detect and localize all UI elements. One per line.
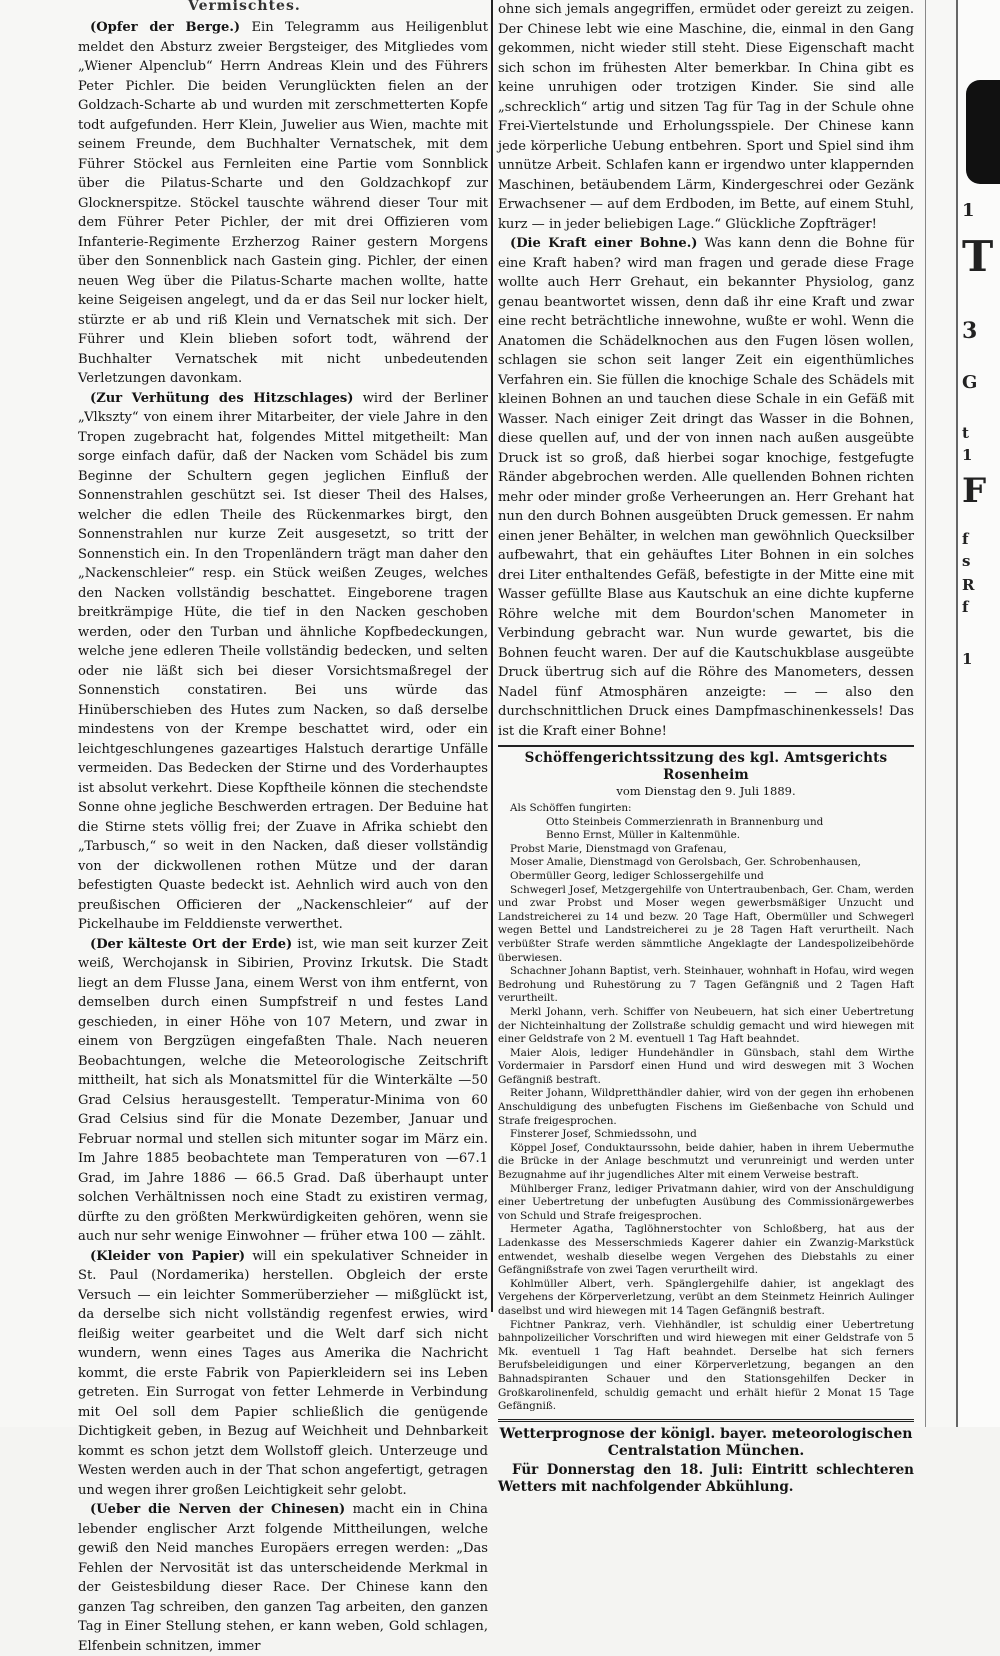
edge-glyph: 1: [962, 650, 973, 668]
edge-glyph: f: [962, 530, 969, 548]
edge-glyph: f: [962, 598, 969, 616]
article-text: Ein Telegramm aus Heiligenblut meldet den Absturz zweier Bergsteiger, des Mitgliedes vom „Wiener Alpenclub“ Herrn Andreas Klein und des Führers Peter Pichler. Die beiden Verunglückten fielen an der Goldzach-Scharte ab und wurden mit zerschmetterten Kopfe todt aufgefunden. Herr Klein, Juwelier aus Wien, machte mit seinem Freunde, dem Buchhalter Vernatschek, mit dem Führer Stöckel aus Fernleiten eine Partie vom Sonnblick über die Pilatus-Scharte und den Goldzachkopf zur Glocknerspitze. Stöckel tauschte während dieser Tour mit dem Führer Peter Pichler, der mit drei Offizieren vom Infanterie-Regimente Erzherzog Rainer gestern Morgens über den Sonnenblick nach Gastein ging. Pichler, der einen neuen Weg über die Pilatus-Scharte machen wollte, hatte keine Seigeisen angelegt, und da er das Seil nur locker hielt, stürzte er ab und riß Klein und Vernatschek mit sich. Der Führer und Klein blieben sofort todt, während der Buchhalter Vernatschek mit nicht unbedeutenden Verletzungen davonkam.: [78, 20, 488, 386]
court-intro: Als Schöffen fungirten:: [510, 802, 632, 814]
edge-glyph: T: [962, 232, 994, 281]
article-opfer-der-berge: [78, 18, 488, 389]
article-keyword: (Ueber die Nerven der Chinesen): [90, 1502, 346, 1517]
court-entry: Schachner Johann Baptist, verh. Steinhauer, wohnhaft in Hofau, wird wegen Bedrohung und Ruhestörung zu 7 Tagen Gefängniß und 2 Tagen Haft verurtheilt.: [498, 965, 914, 1005]
court-session-title: Schöffengerichtssitzung des kgl. Amtsgerichts Rosenheim: [524, 750, 888, 783]
article-keyword: (Opfer der Berge.): [90, 20, 241, 35]
edge-glyph: s: [962, 552, 971, 570]
adjacent-page-fragment: [958, 0, 1000, 1427]
article-continuation: ohne sich jemals angegriffen, ermüdet oder gereizt zu zeigen. Der Chinese lebt wie eine Maschine, die, einmal in den Gang gekommen, nicht wieder still steht. Diese Eigenschaft macht sich schon im frühesten Alter bemerkbar. In China gibt es keine unruhigen oder trotzigen Kinder. Sie sind alle „schrecklich“ artig und sitzen Tag für Tag in der Schule ohne Frei-Viertelstunde und Erholungsspiele. Der Chinese kann jede körperliche Uebung entbehren. Sport und Spiel sind ihm unnütze Arbeit. Schlafen kann er irgendwo unter klappernden Maschinen, betäubendem Lärm, Kindergeschrei oder Gezänk Erwachsener — auf dem Erdboden, im Bette, auf einem Stuhl, kurz — in jeder beliebigen Lage.“ Glückliche Zopfträger!: [498, 2, 914, 232]
court-entry: Moser Amalie, Dienstmagd von Gerolsbach, Ger. Schrobenhausen,: [510, 856, 861, 869]
article-text: ist, wie man seit kurzer Zeit weiß, Werchojansk in Sibirien, Provinz Irkutsk. Die Stadt liegt an dem Flusse Jana, einem Werst von ihm entfernt, von demselben durch einen Sumpfstreif n und festes Land geschieden, in einer Höhe von 107 Metern, und zwar in einem von Bergzügen eingefaßten Thale. Nach neueren Beobachtungen, welche die Meteorologische Zeitschrift mittheilt, hat sich als Monatsmittel für die Winterkälte —50 Grad Celsius herausgestellt. Temperatur-Minima von 60 Grad Celsius sind für die Monate Dezember, Januar und Februar normal und stellen sich mitunter sogar im März ein. Im Jahre 1885 beobachtete man Temperaturen von —67.1 Grad, im Jahre 1886 — 66.5 Grad. Daß überhaupt unter solchen Verhältnissen noch eine Stadt zu existiren vermag, dürfte zu den größten Merkwürdigkeiten gehören, wenn sie auch nur sehr wenige Einwohner — früher etwa 100 — zählt.: [78, 936, 488, 1244]
article-kraft-bohne: [498, 234, 914, 741]
court-entry: Merkl Johann, verh. Schiffer von Neubeuern, hat sich einer Uebertretung der Nichteinhaltung der Zollstraße schuldig gemacht und wird hiewegen mit einer Geldstrafe von 2 M. eventuell 1 Tag Haft beahndet.: [498, 1005, 914, 1046]
weather-forecast-title: Wetterprognose der königl. bayer. meteorologischen Centralstation München.: [499, 1425, 913, 1459]
article-text: will ein spekulativer Schneider in St. Paul (Nordamerika) herstellen. Obgleich der erste Versuch — ein leichter Sommerüberzieher — mißglückt ist, da derselbe sich nicht vollständig regenfest erwies, wird fleißig weiter gearbeitet und die Welt darf sich nicht wundern, wenn eines Tages aus Amerika die Nachricht kommt, die erste Fabrik von Papierkleidern sei ins Leben getreten. Ein Surrogat von fetter Lehmerde in Verbindung mit Oel soll dem Papier schließlich die genügende Dichtigkeit geben, in Bezug auf Weichheit und Dehnbarkeit kommt es schon jetzt dem Wollstoff gleich. Unterzeuge und Westen werden auch in der That schon angefertigt, getragen und wegen ihrer großen Leichtigkeit sehr gelobt.: [78, 1248, 489, 1498]
ink-blot-graphic: [966, 80, 1000, 184]
edge-glyph: F: [962, 471, 987, 511]
article-kleider-papier: [78, 1247, 488, 1501]
article-hitzschlag: [78, 389, 488, 935]
court-entry: Kohlmüller Albert, verh. Spänglergehilfe dahier, ist angeklagt des Vergehens der Körperverletzung, verübt an dem Steinmetz Heinrich Aulinger daselbst und wird hiewegen mit 14 Tagen Gefängniß bestraft.: [498, 1277, 914, 1317]
court-entry: Mühlberger Franz, lediger Privatmann dahier, wird von der Anschuldigung einer Uebertretung der unbefugten Ausübung des Commissionärgewerbes von Schuld und Strafe freigesprochen.: [498, 1182, 914, 1222]
article-keyword: (Der kälteste Ort der Erde): [90, 936, 293, 952]
section-rule: [498, 745, 914, 747]
court-session-body: [498, 802, 914, 1414]
article-keyword: (Kleider von Papier): [90, 1248, 246, 1264]
court-entry: Finsterer Josef, Schmiedssohn, und: [510, 1128, 697, 1141]
section-rule: [498, 1419, 914, 1422]
article-text: macht ein in China lebender englischer Arzt folgende Mittheilungen, welche gewiß den Neid manches Europäers erregen werden: „Das Fehlen der Nervosität ist das unterscheidende Merkmal in der Geistesbildung dieser Race. Der Chinese kann den ganzen Tag schreiben, den ganzen Tag arbeiten, den ganzen Tag in Einer Stellung stehen, er kann weben, Gold schlagen, Elfenbein schnitzen, immer: [78, 1502, 488, 1654]
juror-line: Benno Ernst, Müller in Kaltenmühle.: [546, 829, 741, 842]
court-entry: Maier Alois, lediger Hundehändler in Günsbach, stahl dem Wirthe Vordermaier in Parsdorf einen Hund und wird deswegen mit 3 Wochen Gefängniß bestraft.: [498, 1046, 914, 1086]
court-entry: Obermüller Georg, lediger Schlossergehilfe und: [510, 869, 764, 882]
article-text: wird der Berliner „Vlkszty“ von einem ihrer Mitarbeiter, der viele Jahre in den Tropen zugebracht hat, folgendes Mittel mitgetheilt: Man sorge einfach dafür, daß der Nacken vom Schädel bis zum Beginne der Schultern gegen jeglichen Einfluß der Sonnenstrahlen geschützt sei. Ist dieser Theil des Halses, welcher die edlen Theile des Rückenmarkes birgt, den Sonnenstrahlen nur kurze Zeit ausgesetzt, so tritt der Sonnenstich ein. In den Tropenländern trägt man daher den „Nackenschleier“ resp. ein Stück weißen Zeuges, welches den Nacken vollständig beschattet. Eingeborene tragen breitkrämpige Hüte, die tief in den Nacken geschoben werden, oder den Turban und ähnliche Kopfbedeckungen, welche jene edleren Theile vollständig bedecken, und selten oder nie läßt sich bei dieser Vorsichtsmaßregel der Sonnenstich constatiren. Bei uns würde das Hinüberschieben des Hutes zum Nacken, so daß derselbe mindestens von der Krempe beschattet wird, oder ein leichtgeschlungenes gazeartiges Halstuch derartige Unfälle vermeiden. Das Bedecken der Stirne und des Vorderhauptes ist absolut verkehrt. Diese Kopftheile können die stechendste Sonne ohne jegliche Beschwerden ertragen. Der Beduine hat die Stirne stets völlig frei; der Zuave in Afrika schiebt den „Tarbusch,“ so weit in den Nacken, daß dieser vollständig von der dickwollenen rothen Mütze und der daran befestigten Quaste bedeckt ist. Aehnlich wird auch von den preußischen Officieren der „Nackenschleier“ auf der Pickelhaube im Felddienste verwerthet.: [78, 390, 488, 932]
article-text: Was kann denn die Bohne für eine Kraft haben? wird man fragen und gerade diese Frage wollte auch Herr Grehaut, ein bekannter Physiolog, ganz genau beantwortet wissen, denn daß ihr eine Kraft und zwar eine recht beträchtliche innewohne, wußte er wohl. Wenn die Anatomen die Schädelknochen aus den Fugen lösen wollen, schlagen sie schon seit langer Zeit ein eigenthümliches Verfahren ein. Sie füllen die knochige Schale des Schädels mit kleinen Bohnen an und tauchen diese Schale in ein Gefäß mit Wasser. Nach einiger Zeit dringt das Wasser in die Bohnen, diese quellen auf, und der von innen nach außen ausgeübte Druck ist so groß, daß hierbei sogar knochige, festgefugte Ränder abgebrochen werden. Alle quellenden Bohnen richten mehr oder minder große Verheerungen an. Herr Grehant hat nun den durch Bohnen ausgeübten Druck gemessen. Er nahm einen jener Behälter, in welchen man gewöhnlich Quecksilber aufbewahrt, that ein gehäuftes Liter Bohnen in ein solches drei Liter enthaltendes Gefäß, befestigte in der Mitte eine mit Wasser gefüllte Blase aus Kautschuk an eine dichte kupferne Röhre welche mit dem Bourdon'schen Manometer in Verbindung gebracht war. Nun wurde gewartet, bis die Bohnen feucht waren. Der auf die Kautschukblase ausgeübte Druck übertrug sich auf die Röhre des Manometers, dessen Nadel fünf Atmosphären anzeigte: — — also den durchschnittlichen Druck eines Dampfmaschinenkessels! Das ist die Kraft einer Bohne!: [498, 236, 914, 739]
article-kaeltester-ort: [78, 935, 488, 1247]
court-entry: Köppel Josef, Conduktaurssohn, beide dahier, haben in ihrem Uebermuthe die Brücke in der Anlage beschmutzt und verunreinigt und werden unter Bezugnahme auf ihr jugendliches Alter mit einem Verweise bestraft.: [498, 1141, 914, 1182]
torn-section-heading: Vermischtes.: [188, 0, 301, 14]
article-keyword: (Die Kraft einer Bohne.): [510, 236, 698, 251]
article-keyword: (Zur Verhütung des Hitzschlages): [90, 390, 354, 406]
page-edge-line: [925, 0, 926, 1427]
juror-line: Otto Steinbeis Commerzienrath in Brannenburg und: [546, 815, 824, 828]
court-session-date: vom Dienstag den 9. Juli 1889.: [616, 784, 796, 798]
weather-forecast-text: Für Donnerstag den 18. Juli: Eintritt schlechteren Wetters mit nachfolgender Abkühlung.: [498, 1461, 914, 1495]
article-nerven-chinesen: [78, 1500, 488, 1656]
edge-glyph: 1: [962, 446, 973, 464]
court-entry: Reiter Johann, Wildpretthändler dahier, wird von der gegen ihn erhobenen Anschuldigung des unbefugten Fischens im Gießenbache von Schuld und Strafe freigesprochen.: [498, 1087, 914, 1127]
court-entry: Probst Marie, Dienstmagd von Grafenau,: [510, 842, 727, 855]
edge-glyph: 3: [962, 318, 978, 344]
court-entry: Schwegerl Josef, Metzgergehilfe von Untertraubenbach, Ger. Cham, werden und zwar Probst und Moser wegen gewerbsmäßiger Unzucht und Landstreicherei zu 14 und bezw. 20 Tage Haft, Obermüller und Schwegerl wegen Bettel und Landstreicherei zu je 28 Tagen Haft verurtheilt. Nach verbüßter Strafe werden sämmtliche Angeklagte der Landespolizeibehörde überwiesen.: [498, 883, 914, 964]
column-divider: [491, 0, 493, 1312]
edge-glyph: R: [962, 576, 975, 594]
edge-glyph: 1: [962, 200, 975, 221]
court-entry: Fichtner Pankraz, verh. Viehhändler, ist schuldig einer Uebertretung bahnpolizeilicher Vorschriften und wird hiewegen mit einer Geldstrafe von 5 Mk. eventuell 1 Tag Haft beahndet. Derselbe hat sich ferners Berufsbeleidigungen und einer Körperverletzung, begangen an den Bahnadspiranten Schauer und den Stationsgehilfen Decker in Großkarolinenfeld, schuldig gemacht und erhält hiefür 2 Monat 15 Tage Gefängniß.: [498, 1318, 914, 1413]
right-column: [498, 0, 914, 1495]
edge-glyph: t: [962, 424, 969, 442]
edge-glyph: G: [962, 372, 978, 393]
left-column: [78, 0, 489, 1654]
court-entry: Hermeter Agatha, Taglöhnerstochter von Schloßberg, hat aus der Ladenkasse des Messerschmieds Kagerer dahier ein Zwanzig-Markstück entwendet, weshalb dieselbe wegen Vergehen des Diebstahls zu einer Gefängnißstrafe von zwei Tagen verurtheilt wird.: [498, 1223, 914, 1277]
